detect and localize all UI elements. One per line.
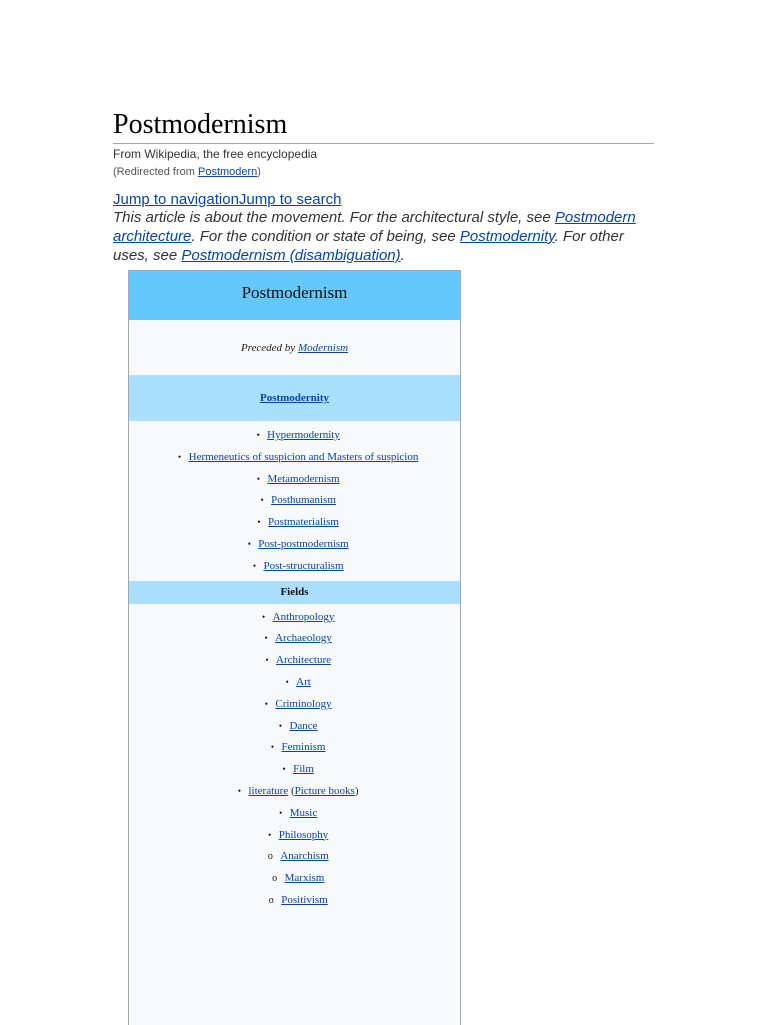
list-item <box>129 447 460 469</box>
page-title: Postmodernism <box>113 108 654 144</box>
bullet-icon: • <box>279 807 283 818</box>
list-item <box>129 628 460 650</box>
infobox-section-header <box>129 375 460 421</box>
redirect-link[interactable]: Postmodern <box>197 166 258 178</box>
bullet-icon: • <box>178 451 182 462</box>
list-item <box>129 534 460 556</box>
jump-to-navigation-link[interactable]: Jump to navigation <box>113 191 239 208</box>
circle-bullet-icon: o <box>267 851 273 863</box>
bullet-icon: • <box>262 611 266 622</box>
bullet-icon: • <box>285 676 289 687</box>
list-item-link[interactable]: Hermeneutics of suspicion and Masters of suspicion <box>188 450 419 463</box>
paren-close: ) <box>354 784 359 797</box>
list-item <box>129 759 460 781</box>
hatnote-text: . <box>400 247 405 264</box>
hatnote-text: . For other uses, see <box>113 228 624 264</box>
infobox <box>128 270 461 1025</box>
circle-bullet-icon: o <box>272 873 278 885</box>
list-item-link[interactable]: Postmaterialism <box>268 516 339 529</box>
list-item-link[interactable]: Dance <box>289 719 318 732</box>
list-item-link[interactable]: Art <box>296 675 311 688</box>
bullet-icon: • <box>257 517 261 528</box>
disambiguation-link[interactable]: Postmodernism (disambiguation) <box>181 247 401 264</box>
postmodernity-list <box>129 421 460 578</box>
list-item-link[interactable]: Post-structuralism <box>263 559 344 572</box>
sub-list-item-link[interactable]: Anarchism <box>280 850 329 863</box>
bullet-icon: • <box>282 764 286 775</box>
bullet-icon: • <box>252 560 257 571</box>
list-item-link[interactable]: Post-postmodernism <box>258 537 349 550</box>
redirect-prefix: (Redirected from <box>113 166 198 178</box>
bullet-icon: • <box>260 495 264 506</box>
list-item <box>129 716 460 738</box>
sub-list-item-link[interactable]: Marxism <box>284 872 325 885</box>
paren-open: ( <box>288 784 295 797</box>
list-item <box>129 825 460 847</box>
bullet-icon: • <box>270 742 275 753</box>
postmodernity-section-link[interactable]: Postmodernity <box>259 392 330 404</box>
sub-list-item <box>129 890 460 912</box>
bullet-icon: • <box>247 538 251 549</box>
list-item <box>129 469 460 491</box>
list-item <box>129 803 460 825</box>
list-item <box>129 737 460 759</box>
jump-to-search-link[interactable]: Jump to search <box>238 191 342 208</box>
list-item-link[interactable]: Archaeology <box>275 632 332 645</box>
bullet-icon: • <box>264 633 268 644</box>
picture-books-link[interactable]: Picture books <box>294 784 355 797</box>
list-item-link[interactable]: Criminology <box>275 697 332 710</box>
list-item <box>129 694 460 716</box>
infobox-title: Postmodernism <box>129 271 460 320</box>
redirect-suffix: ) <box>257 166 261 178</box>
list-item-link[interactable]: Metamodernism <box>267 472 340 485</box>
fields-section-header: Fields <box>129 581 460 604</box>
preceded-by-label: Preceded by <box>240 342 296 354</box>
hatnote-text: . For the condition or state of being, see <box>191 228 460 245</box>
list-item-link[interactable]: Anthropology <box>272 610 335 623</box>
list-item-link[interactable]: Philosophy <box>278 828 329 841</box>
fields-list <box>129 604 460 912</box>
sub-list-item <box>129 846 460 868</box>
list-item-link[interactable]: Feminism <box>281 741 326 754</box>
list-item <box>129 607 460 629</box>
bullet-icon: • <box>256 473 261 484</box>
bullet-icon: • <box>265 655 269 666</box>
sub-list-item <box>129 868 460 890</box>
bullet-icon: • <box>268 829 272 840</box>
bullet-icon: • <box>256 430 260 440</box>
jump-links <box>113 191 341 209</box>
sub-list-item-link[interactable]: Positivism <box>281 893 328 906</box>
postmodern-architecture-link[interactable]: Postmodern architecture <box>113 209 636 245</box>
list-item <box>129 672 460 694</box>
postmodernity-link[interactable]: Postmodernity <box>459 228 555 245</box>
list-item-link[interactable]: Architecture <box>276 654 331 667</box>
list-item-link[interactable]: Posthumanism <box>271 494 336 507</box>
bullet-icon: • <box>264 698 268 709</box>
list-item-link[interactable]: Hypermodernity <box>267 429 340 441</box>
infobox-preceded-row <box>129 320 460 375</box>
list-item <box>129 781 460 803</box>
bullet-icon: • <box>237 785 242 796</box>
redirect-note <box>113 166 261 179</box>
list-item <box>129 512 460 534</box>
literature-link[interactable]: literature <box>248 784 289 797</box>
list-item <box>129 556 460 578</box>
list-item <box>129 650 460 672</box>
list-item <box>129 425 460 447</box>
circle-bullet-icon: o <box>268 894 274 906</box>
list-item <box>129 490 460 512</box>
list-item-link[interactable]: Music <box>289 806 318 819</box>
bullet-icon: • <box>278 720 283 731</box>
tagline: From Wikipedia, the free encyclopedia <box>113 147 318 161</box>
hatnote-text: This article is about the movement. For the architectural style, see <box>113 209 555 226</box>
hatnote <box>113 208 653 265</box>
modernism-link[interactable]: Modernism <box>297 342 349 354</box>
list-item-link[interactable]: Film <box>293 763 314 776</box>
